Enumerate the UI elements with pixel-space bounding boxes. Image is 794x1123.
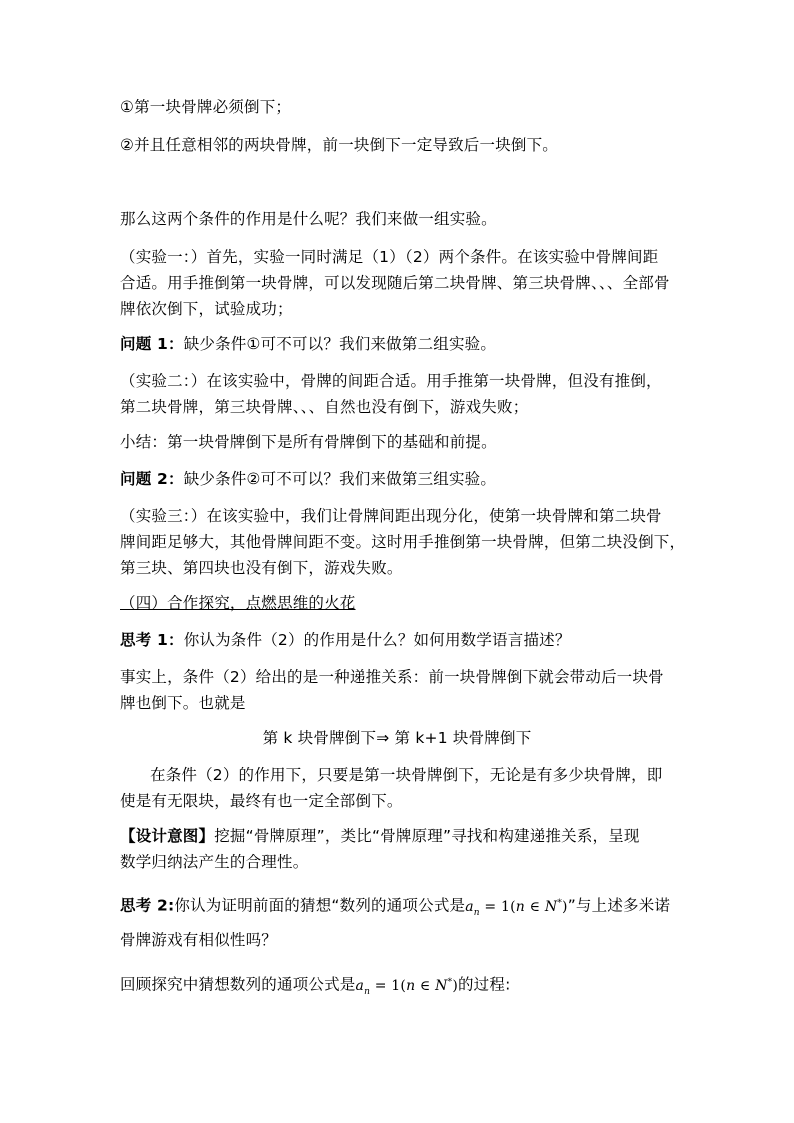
question-1-label: 问题 1： [120, 335, 184, 353]
think-2-post: ”与上述多米诺 [567, 896, 671, 915]
condition-1: ①第一块骨牌必须倒下； [120, 98, 292, 116]
experiment-2-line-2: 第二块骨牌，第三块骨牌、、、自然也没有倒下，游戏失败； [120, 398, 529, 416]
think-1 [120, 630, 571, 650]
experiment-3-line-2: 牌间距足够大，其他骨牌间距不变。这时用手推倒第一块骨牌，但第二块没倒下， [120, 533, 686, 551]
experiment-2-line-1: （实验二：）在该实验中，骨牌的间距合适。用手推第一块骨牌，但没有推倒， [120, 372, 662, 390]
think-2-pre: 你认为证明前面的猜想“数列的通项公式是 [174, 896, 466, 915]
think-1-label: 思考 1： [120, 631, 184, 649]
design-intent-label: 【设计意图】 [120, 827, 215, 845]
summary: 小结：第一块骨牌倒下是所有骨牌倒下的基础和前提。 [120, 433, 497, 451]
general-term-formula-2: $a_n = 1(n$ ∈ N*) [355, 977, 458, 997]
section-heading-4: （四）合作探究，点燃思维的火花 [120, 594, 356, 612]
implication-statement: 第 k 块骨牌倒下⇒ 第 k+1 块骨牌倒下 [262, 729, 532, 747]
review-pre: 回顾探究中猜想数列的通项公式是 [120, 975, 356, 994]
design-intent-line-1 [120, 826, 640, 846]
design-intent-text: 挖掘“骨牌原理”，类比“骨牌原理”寻找和构建递推关系，呈现 [214, 827, 640, 845]
question-2-label: 问题 2： [120, 470, 184, 488]
think-1-text: 你认为条件（2）的作用是什么？如何用数学语言描述？ [183, 631, 571, 649]
general-term-formula: $a_n = 1(n$ ∈ N*) [465, 898, 568, 918]
experiment-3-line-1: （实验三：）在该实验中，我们让骨牌间距出现分化，使第一块骨牌和第二块骨 [120, 507, 662, 525]
intro-paragraph: 那么这两个条件的作用是什么呢？我们来做一组实验。 [120, 210, 497, 228]
question-2-text: 缺少条件②可不可以？我们来做第三组实验。 [183, 470, 497, 488]
under-condition-line-1: 在条件（2）的作用下，只要是第一块骨牌倒下，无论是有多少块骨牌，即 [150, 766, 663, 784]
design-intent-line-2: 数学归纳法产生的合理性。 [120, 853, 309, 871]
question-2 [120, 469, 496, 489]
experiment-1-line-2: 合适。用手推倒第一块骨牌，可以发现随后第二块骨牌、第三块骨牌、、、全部骨 [120, 274, 670, 292]
review-line [120, 972, 511, 1001]
experiment-1-line-3: 牌依次倒下，试验成功； [120, 300, 293, 318]
condition-2: ②并且任意相邻的两块骨牌，前一块倒下一定导致后一块倒下。 [120, 136, 558, 154]
question-1 [120, 334, 496, 354]
fact-line-2: 牌也倒下。也就是 [120, 694, 246, 712]
think-2-line-1 [120, 893, 670, 922]
experiment-1-line-1: （实验一：）首先，实验一同时满足（1）（2）两个条件。在该实验中骨牌间距 [120, 248, 659, 266]
under-condition-line-2: 使是有无限块，最终有也一定全部倒下。 [120, 792, 403, 810]
experiment-3-line-3: 第三块、第四块也没有倒下，游戏失败。 [120, 559, 403, 577]
question-1-text: 缺少条件①可不可以？我们来做第二组实验。 [183, 335, 497, 353]
think-2-label: 思考 2: [120, 896, 175, 915]
review-post: 的过程: [457, 975, 511, 994]
fact-line-1: 事实上，条件（2）给出的是一种递推关系：前一块骨牌倒下就会带动后一块骨 [120, 668, 664, 686]
think-2-line-2: 骨牌游戏有相似性吗？ [120, 931, 278, 949]
